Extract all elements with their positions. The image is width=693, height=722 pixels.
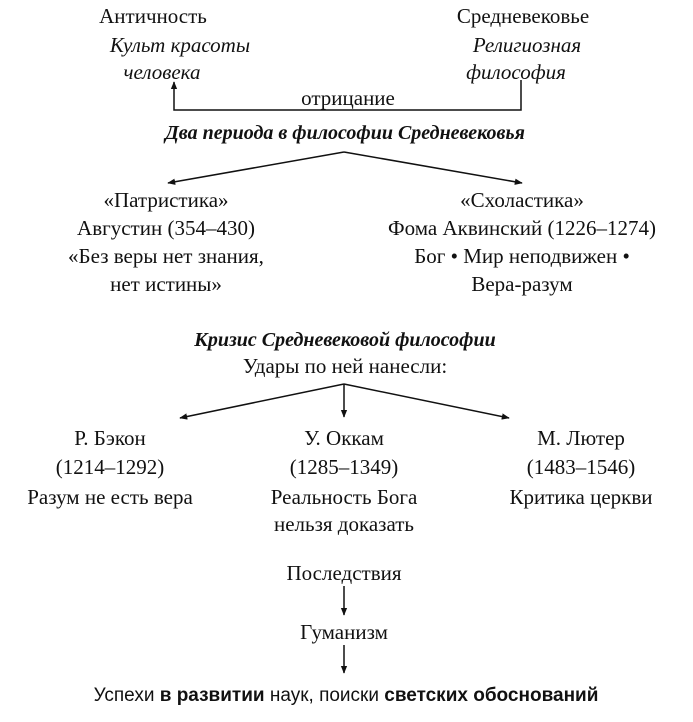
ockham-idea-2: нельзя доказать — [273, 512, 415, 536]
final-part-3: наук, поиски — [269, 685, 385, 706]
scholastics-title: «Схоластика» — [460, 188, 584, 212]
scholastics-person: Фома Аквинский (1226–1274) — [388, 216, 656, 240]
middle-ages-sub-1: Религиозная — [472, 33, 582, 57]
patristics-quote-2: нет истины» — [110, 272, 222, 296]
final-part-2: в развитии — [154, 685, 270, 706]
middle-ages-sub-2: философия — [466, 60, 566, 84]
arrow-to-bacon — [180, 384, 344, 418]
patristics-person: Августин (354–430) — [77, 216, 255, 240]
scholastics-line-1: Бог • Мир неподвижен • — [414, 244, 630, 268]
antiquity-title: Античность — [99, 4, 207, 28]
humanism-label: Гуманизм — [300, 620, 388, 644]
middle-ages-title: Средневековье — [456, 4, 590, 28]
arrow-to-scholastics — [344, 152, 522, 183]
final-outcome — [94, 684, 599, 708]
consequences-label: Последствия — [286, 561, 402, 585]
patristics-quote-1: «Без веры нет знания, — [68, 244, 264, 268]
ockham-idea-1: Реальность Бога — [270, 485, 418, 509]
crisis-sub: Удары по ней нанесли: — [242, 354, 448, 378]
luther-name: М. Лютер — [537, 426, 625, 450]
negation-label: отрицание — [301, 86, 395, 110]
crisis-heading: Кризис Средневековой философии — [194, 329, 496, 351]
final-part-1: Успехи — [93, 685, 155, 706]
ockham-name: У. Оккам — [304, 426, 384, 450]
arrow-to-luther — [344, 384, 509, 418]
antiquity-sub-1: Культ красоты — [109, 33, 251, 57]
antiquity-sub-2: человека — [123, 60, 201, 84]
luther-idea: Критика церкви — [509, 485, 653, 509]
periods-heading: Два периода в философии Средневековья — [165, 122, 525, 144]
patristics-title: «Патристика» — [103, 188, 229, 212]
luther-years: (1483–1546) — [526, 455, 636, 479]
final-part-4: светских обоснований — [384, 685, 599, 706]
arrow-to-patristics — [168, 152, 344, 183]
ockham-years: (1285–1349) — [289, 455, 399, 479]
bacon-years: (1214–1292) — [55, 455, 165, 479]
scholastics-line-2: Вера-разум — [471, 272, 573, 296]
bacon-idea: Разум не есть вера — [27, 485, 193, 509]
bacon-name: Р. Бэкон — [74, 426, 146, 450]
